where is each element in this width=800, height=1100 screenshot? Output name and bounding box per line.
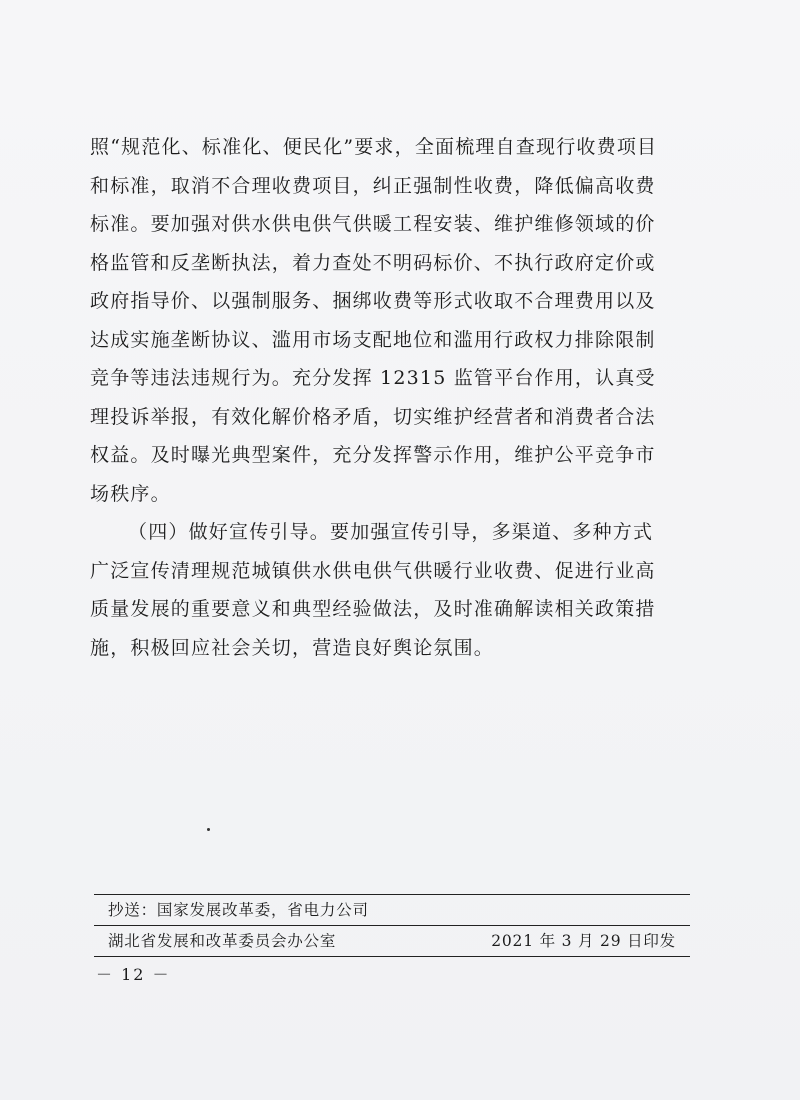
cc-text: 抄送：国家发展改革委，省电力公司 [108,901,369,919]
footer-rule-bottom [94,956,690,957]
text-line: 和标准，取消不合理收费项目，纠正强制性收费，降低偏高收费 [90,174,656,197]
text-line: 政府指导价、以强制服务、捆绑收费等形式收取不合理费用以及 [90,290,656,312]
page-number: － 12 － [96,965,171,984]
issuer-name: 湖北省发展和改革委员会办公室 [108,932,337,950]
text-line: 达成实施垄断协议、滥用市场支配地位和滥用行政权力排除限制 [90,328,656,351]
paragraph-publicity [90,513,710,667]
text-line: （四）做好宣传引导。要加强宣传引导，多渠道、多种方式 [128,521,654,543]
document-body [90,128,710,667]
document-footer [94,894,690,957]
issuer-row [94,926,690,956]
text-line: 标准。要加强对供水供电供气供暖工程安装、维护维修领域的价 [90,213,656,235]
text-line: 权益。及时曝光典型案件，充分发挥警示作用，维护公平竞争市 [90,444,656,466]
text-line: 照“规范化、标准化、便民化”要求，全面梳理自查现行收费项目 [90,136,658,158]
text-line: 质量发展的重要意义和典型经验做法，及时准确解读相关政策措 [90,598,656,620]
text-line: 场秩序。 [90,482,171,505]
cc-row [94,895,690,925]
text-line: 竞争等违法违规行为。充分发挥 12315 监管平台作用，认真受 [90,367,656,389]
text-line: 施，积极回应社会关切，营造良好舆论氛围。 [90,636,495,659]
issue-date: 2021 年 3 月 29 日印发 [491,932,676,950]
scan-speck [207,828,210,831]
text-line: 广泛宣传清理规范城镇供水供电供气供暖行业收费、促进行业高 [90,559,656,582]
paragraph-price-regulation [90,128,710,513]
text-line: 理投诉举报，有效化解价格矛盾，切实维护经营者和消费者合法 [90,405,656,428]
text-line: 格监管和反垄断执法，着力查处不明码标价、不执行政府定价或 [90,251,656,274]
